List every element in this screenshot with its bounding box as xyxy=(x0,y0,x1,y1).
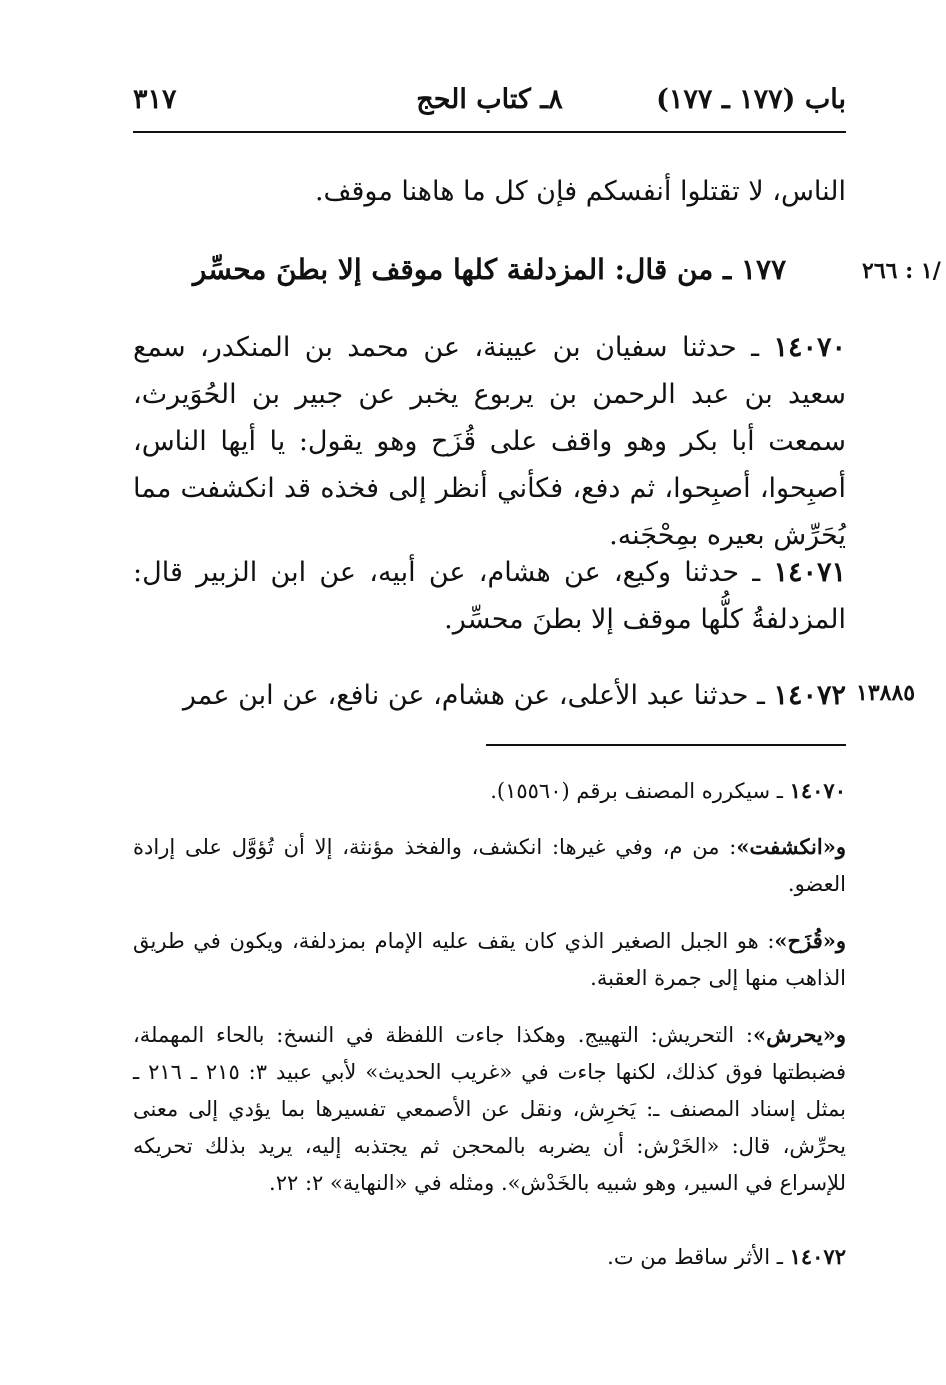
footnote-number: ١٤٠٧٠ xyxy=(789,778,846,803)
footnote-quzah xyxy=(133,922,846,997)
hadith-14071 xyxy=(133,549,846,643)
book-title: ٨ـ كتاب الحج xyxy=(416,84,563,115)
footnote-text: ـ الأثر ساقط من ت. xyxy=(607,1245,783,1269)
header-divider xyxy=(133,131,846,133)
hadith-number: ١٤٠٧١ xyxy=(773,557,846,588)
footnote-inkashafat xyxy=(133,828,846,903)
footnote-term: و«يحرش» xyxy=(752,1022,846,1047)
footnote-text: ـ سيكرره المصنف برقم (١٥٥٦٠). xyxy=(490,779,783,803)
footnote-text: : التحريش: التهييج. وهكذا جاءت اللفظة في النسخ: بالحاء المهملة، فضبطتها فوق كذلك، لكنها جاءت في «غريب الحديث» لأبي عبيد ٣: ٢١٥ ـ ٢١٦ ـ بمثل إسناد المصنف ـ: يَخرِش، ونقل عن الأصمعي تفسيرها بما يؤدي إلى معنى يحرِّش، قال: «الخَرْش: أن يضربه بالمحجن ثم يجتذبه إليه، يريد بذلك تحريكه للإسراع في السير، وهو شبيه بالخَدْش». ومثله في «النهاية» ٢: ٢٢. xyxy=(133,1023,847,1195)
hadith-14070 xyxy=(133,324,846,559)
footnote-14072 xyxy=(133,1238,846,1276)
hadith-margin-reference: ١٣٨٨٥ xyxy=(856,680,916,706)
footnote-number: ١٤٠٧٢ xyxy=(789,1244,846,1269)
footnote-yuharrish xyxy=(133,1016,846,1202)
section-title: ١٧٧ ـ من قال: المزدلفة كلها موقف إلا بطنَ محسِّر xyxy=(192,253,787,286)
footnote-14070 xyxy=(133,772,846,810)
footnote-text: : من م، وفي غيرها: انكشف، والفخذ مؤنثة، إلا أن تُؤوَّل على إرادة العضو. xyxy=(133,835,846,896)
footnote-text: : هو الجبل الصغير الذي كان يقف عليه الإمام بمزدلفة، ويكون في طريق الذاهب منها إلى جمرة العقبة. xyxy=(133,929,846,990)
hadith-number: ١٤٠٧٢ xyxy=(773,680,846,711)
chapter-range: باب (١٧٧ ـ ١٧٧) xyxy=(656,84,846,115)
hadith-text: ـ حدثنا عبد الأعلى، عن هشام، عن نافع، عن ابن عمر xyxy=(182,680,765,711)
page-number: ٣١٧ xyxy=(133,84,177,115)
running-header xyxy=(133,84,846,124)
hadith-number: ١٤٠٧٠ xyxy=(773,332,846,363)
hadith-text: ـ حدثنا وكيع، عن هشام، عن أبيه، عن ابن الزبير قال: المزدلفةُ كلُّها موقف إلا بطنَ محسِّر. xyxy=(133,557,846,635)
footnote-term: و«قُزَح» xyxy=(774,928,846,953)
carry-over-text: الناس، لا تقتلوا أنفسكم فإن كل ما هاهنا موقف. xyxy=(314,176,846,207)
hadith-14072 xyxy=(133,672,846,719)
hadith-text: ـ حدثنا سفيان بن عيينة، عن محمد بن المنكدر، سمع سعيد بن عبد الرحمن بن يربوع يخبر عن جبير بن الحُوَيرث، سمعت أبا بكر وهو واقف على قُزَح وهو يقول: يا أيها الناس، أصبِحوا، أصبِحوا، ثم دفع، فكأني أنظر إلى فخذه قد انكشفت مما يُحَرِّش بعيره بمِحْجَنه. xyxy=(133,332,846,551)
section-margin-reference: /١ : ٢٦٦ xyxy=(862,258,941,284)
footnote-term: و«انكشفت» xyxy=(736,834,846,859)
footnote-divider xyxy=(486,744,846,746)
